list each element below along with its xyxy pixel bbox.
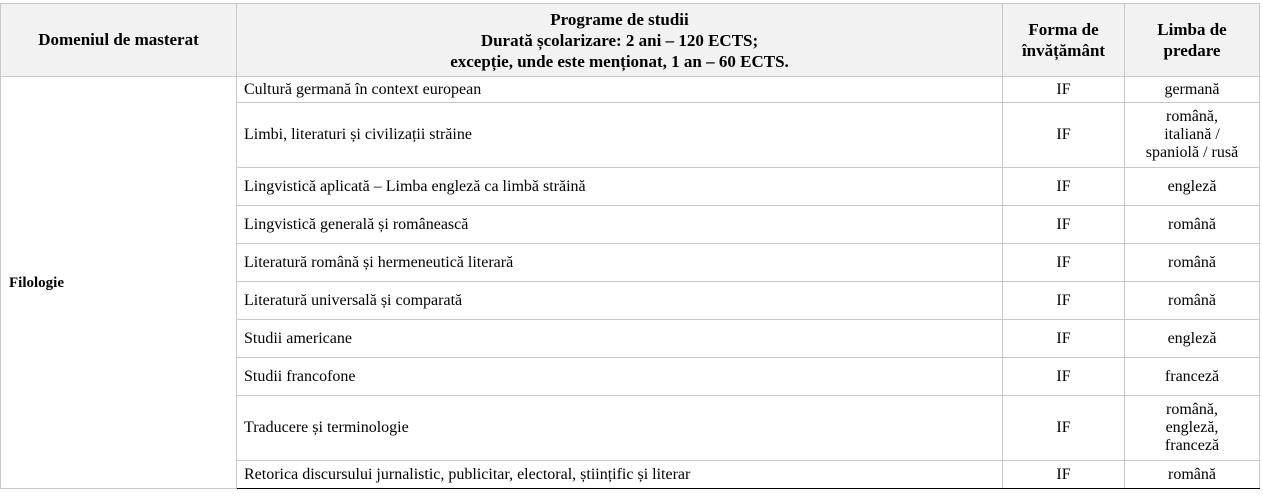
language-cell — [1125, 320, 1260, 358]
table-header-row — [1, 4, 1260, 77]
form-cell: IF — [1003, 461, 1125, 489]
master-programs-table — [0, 3, 1260, 489]
form-cell: IF — [1003, 396, 1125, 461]
language-cell — [1125, 206, 1260, 244]
table-row — [1, 77, 1260, 103]
form-cell: IF — [1003, 244, 1125, 282]
language-cell — [1125, 358, 1260, 396]
language-cell — [1125, 461, 1260, 489]
header-language-line: predare — [1163, 41, 1221, 60]
form-cell: IF — [1003, 320, 1125, 358]
program-cell: Lingvistică generală și românească — [237, 206, 1003, 244]
language-line: română, — [1166, 108, 1218, 125]
header-domain: Domeniul de masterat — [1, 4, 237, 77]
form-cell: IF — [1003, 282, 1125, 320]
language-line: engleză, — [1165, 419, 1219, 436]
program-cell: Literatură română și hermeneutică literară — [237, 244, 1003, 282]
language-cell — [1125, 168, 1260, 206]
program-cell: Studii francofone — [237, 358, 1003, 396]
language-line: germană — [1164, 80, 1220, 98]
program-cell: Literatură universală și comparată — [237, 282, 1003, 320]
header-programs-line: excepție, unde este menționat, 1 an – 60 ECTS. — [450, 51, 789, 71]
form-cell: IF — [1003, 77, 1125, 103]
language-cell — [1125, 244, 1260, 282]
language-line: română — [1168, 215, 1216, 233]
program-cell: Lingvistică aplicată – Limba engleză ca limbă străină — [237, 168, 1003, 206]
language-line: română — [1168, 465, 1216, 483]
header-programs-line: Durată școlarizare: 2 ani – 120 ECTS; — [480, 30, 759, 50]
program-cell: Retorica discursului jurnalistic, publicitar, electoral, științific și literar — [237, 461, 1003, 489]
header-programs-line: Programe de studii — [550, 9, 689, 29]
program-cell: Limbi, literaturi și civilizații străine — [237, 103, 1003, 168]
header-form-line: învățământ — [1021, 41, 1106, 60]
program-cell: Cultură germană în context european — [237, 77, 1003, 103]
language-cell — [1125, 282, 1260, 320]
header-form — [1003, 4, 1125, 77]
language-line: italiană / — [1164, 126, 1220, 143]
form-cell: IF — [1003, 103, 1125, 168]
header-language — [1125, 4, 1260, 77]
header-programs — [237, 4, 1003, 77]
program-cell: Studii americane — [237, 320, 1003, 358]
form-cell: IF — [1003, 358, 1125, 396]
language-cell — [1125, 103, 1260, 168]
header-form-line: Forma de — [1028, 20, 1099, 39]
language-line: română, — [1166, 401, 1218, 418]
language-cell — [1125, 77, 1260, 103]
form-cell: IF — [1003, 206, 1125, 244]
language-line: franceză — [1164, 437, 1220, 454]
language-line: franceză — [1164, 367, 1220, 385]
header-language-line: Limba de — [1157, 20, 1227, 39]
program-cell: Traducere și terminologie — [237, 396, 1003, 461]
language-line: română — [1168, 291, 1216, 309]
language-line: spaniolă / rusă — [1145, 144, 1239, 161]
language-line: engleză — [1167, 177, 1217, 195]
language-line: engleză — [1167, 329, 1217, 347]
domain-cell: Filologie — [1, 77, 237, 489]
language-line: română — [1168, 253, 1216, 271]
form-cell: IF — [1003, 168, 1125, 206]
language-cell — [1125, 396, 1260, 461]
